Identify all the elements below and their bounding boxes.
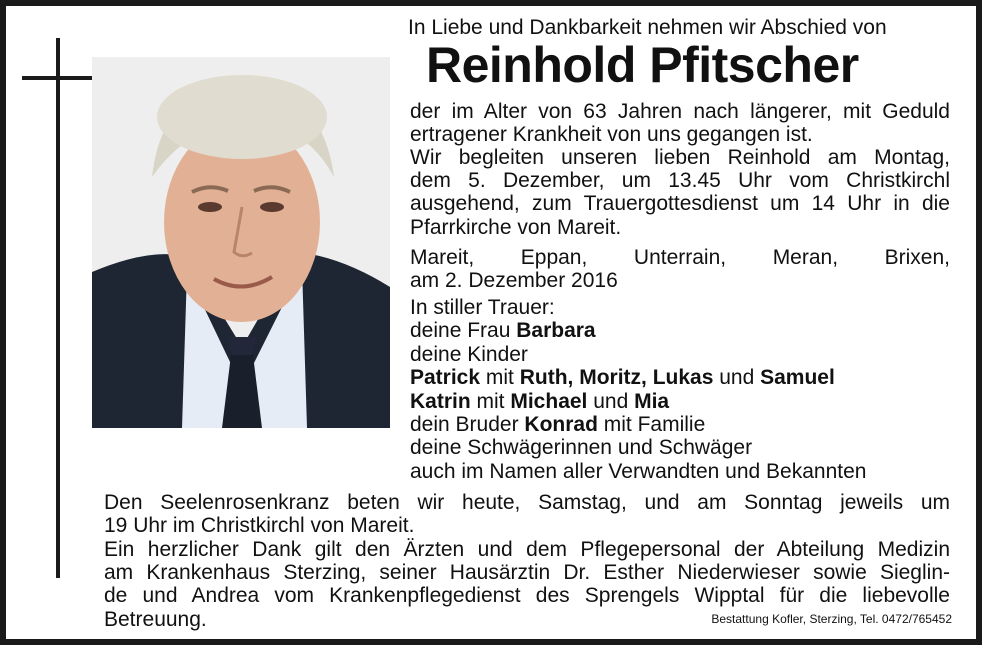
deceased-name: Reinhold Pfitscher (426, 37, 859, 93)
mourner-name: Katrin (410, 389, 471, 413)
mourner-name: Patrick (410, 366, 481, 390)
paragraph-line: am Krankenhaus Sterzing, seiner Hausärztin Dr. Esther Niederwieser sowie Sieglin- (104, 561, 950, 585)
mourner-label: deine Frau (410, 319, 517, 343)
mourner-label: dein Bruder (410, 413, 525, 437)
funeral-paragraph (410, 146, 950, 239)
intro-line: In Liebe und Dankbarkeit nehmen wir Abschied von (408, 16, 887, 39)
paragraph-line: Wir begleiten unseren lieben Reinhold am Montag, (410, 146, 950, 169)
mourner-name: Konrad (524, 413, 598, 437)
paragraph-line: Pfarrkirche von Mareit. (410, 215, 622, 239)
paragraph-line: ausgehend, zum Trauergottesdienst um 14 Uhr in die (410, 192, 950, 216)
mourner-child-2 (410, 390, 866, 413)
mourner-wife (410, 319, 866, 342)
undertaker-credit: Bestattung Kofler, Sterzing, Tel. 0472/765452 (711, 612, 952, 626)
paragraph-line: de und Andrea vom Krankenpflegedienst des Sprengels Wipptal für die liebevolle (104, 584, 950, 608)
paragraph-line: 19 Uhr im Christkirchl von Mareit. (104, 514, 415, 538)
mourner-inlaws: deine Schwägerinnen und Schwäger (410, 436, 753, 460)
cross-vertical-bar (56, 38, 60, 578)
mourner-name: Mia (634, 389, 670, 413)
mourner-name: Barbara (516, 319, 596, 343)
paragraph-line: Den Seelenrosenkranz beten wir heute, Samstag, und am Sonntag jeweils um (104, 491, 950, 514)
cross-horizontal-bar (22, 76, 92, 80)
mourner-relatives: auch im Namen aller Verwandten und Bekannten (410, 459, 867, 483)
mourner-conjunction: mit (480, 366, 520, 390)
age-illness-paragraph (410, 100, 950, 146)
places-line: Mareit, Eppan, Unterrain, Meran, Brixen, (410, 246, 950, 269)
mourner-brother (410, 413, 866, 436)
mourner-conjunction: und (713, 366, 761, 390)
mourner-child-1 (410, 366, 866, 389)
mourner-conjunction: und (587, 389, 635, 413)
mourners-heading: In stiller Trauer: (410, 296, 555, 319)
mourners-list (410, 296, 866, 483)
paragraph-line: ertragener Krankheit von uns gegangen ist. (410, 123, 813, 147)
mourner-label: mit Familie (597, 413, 706, 437)
mourner-name: Samuel (760, 366, 835, 390)
paragraph-line: Ein herzlicher Dank gilt den Ärzten und dem Pflegepersonal der Abteilung Medizin (104, 538, 950, 561)
mourner-children-label: deine Kinder (410, 342, 528, 366)
mourner-name: Ruth, Moritz, Lukas (519, 366, 714, 390)
paragraph-line: Betreuung. (104, 607, 207, 631)
mourner-name: Michael (510, 389, 588, 413)
paragraph-line: der im Alter von 63 Jahren nach längerer, mit Geduld (410, 100, 950, 123)
paragraph-line: dem 5. Dezember, um 13.45 Uhr vom Christkirchl (410, 169, 950, 193)
rosary-paragraph (104, 491, 950, 537)
portrait-photo (92, 57, 390, 428)
mourner-conjunction: mit (470, 389, 511, 413)
date-line: am 2. Dezember 2016 (410, 269, 618, 293)
place-date (410, 246, 950, 292)
